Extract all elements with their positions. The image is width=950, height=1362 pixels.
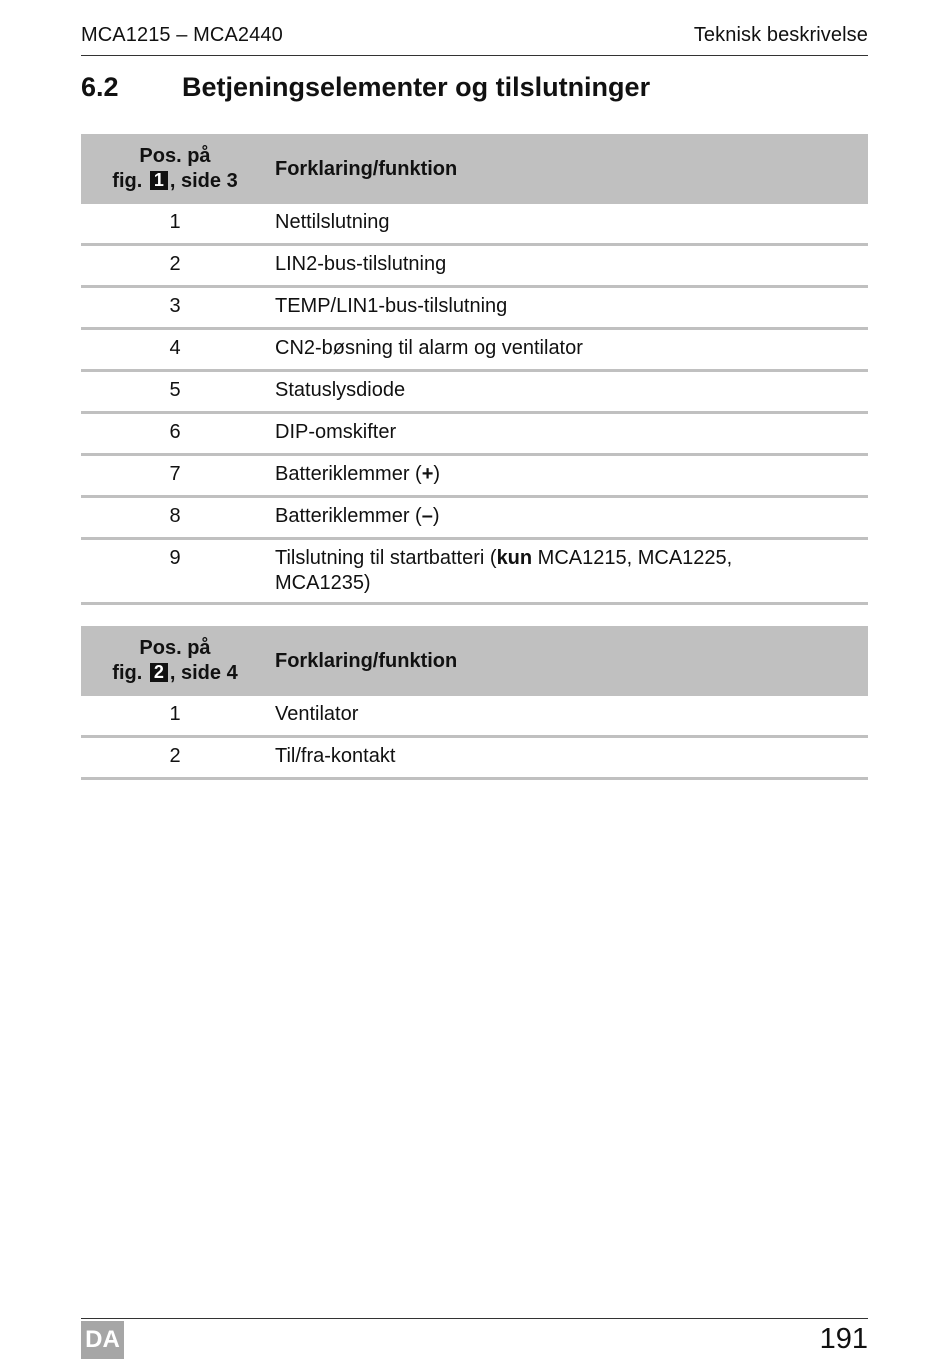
position-cell: 9 <box>81 539 269 604</box>
position-cell: 1 <box>81 696 269 737</box>
table-row <box>81 204 868 245</box>
controls-table-fig1 <box>81 134 868 605</box>
table-row <box>81 245 868 287</box>
emphasis-text: kun <box>496 547 533 569</box>
description-cell: Batteriklemmer (+) <box>269 455 868 497</box>
header-chapter-title: Teknisk beskrivelse <box>693 24 868 46</box>
footer-rule <box>81 1318 868 1319</box>
table-row <box>81 413 868 455</box>
position-cell: 5 <box>81 371 269 413</box>
section-number: 6.2 <box>81 72 119 102</box>
language-badge: DA <box>81 1321 124 1359</box>
table-header-row <box>81 626 868 696</box>
description-cell: CN2-bøsning til alarm og ventilator <box>269 329 868 371</box>
description-cell: Batteriklemmer (–) <box>269 497 868 539</box>
description-cell: DIP-omskifter <box>269 413 868 455</box>
description-cell: LIN2-bus-tilslutning <box>269 245 868 287</box>
page-header <box>81 24 868 56</box>
section-heading <box>81 72 650 103</box>
section-title: Betjeningselementer og tilslutninger <box>182 72 651 102</box>
column-header-position: Pos. på fig. 1 , side 3 <box>81 134 269 204</box>
table-row <box>81 455 868 497</box>
column-header-function: Forklaring/funktion <box>269 626 868 696</box>
figure-number-badge: 2 <box>150 663 168 682</box>
position-cell: 8 <box>81 497 269 539</box>
position-cell: 3 <box>81 287 269 329</box>
position-cell: 1 <box>81 204 269 245</box>
controls-table-fig2 <box>81 626 868 780</box>
position-cell: 7 <box>81 455 269 497</box>
description-cell: Nettilslutning <box>269 204 868 245</box>
column-header-function: Forklaring/funktion <box>269 134 868 204</box>
table-row <box>81 696 868 737</box>
column-header-position: Pos. på fig. 2 , side 4 <box>81 626 269 696</box>
plus-symbol: + <box>421 463 434 485</box>
table-row <box>81 329 868 371</box>
table-header-row <box>81 134 868 204</box>
table-row <box>81 539 868 604</box>
description-cell: Statuslysdiode <box>269 371 868 413</box>
position-cell: 6 <box>81 413 269 455</box>
table-row <box>81 371 868 413</box>
position-cell: 2 <box>81 245 269 287</box>
figure-number-badge: 1 <box>150 171 168 190</box>
position-cell: 2 <box>81 737 269 779</box>
table-row <box>81 497 868 539</box>
page-number: 191 <box>819 1323 868 1355</box>
table-row <box>81 737 868 779</box>
table-row <box>81 287 868 329</box>
description-cell: Ventilator <box>269 696 868 737</box>
header-product-range: MCA1215 – MCA2440 <box>81 24 283 46</box>
minus-symbol: – <box>421 505 433 527</box>
description-cell: Tilslutning til startbatteri (kun MCA1215, MCA1225, MCA1235) <box>269 539 868 604</box>
description-cell: TEMP/LIN1-bus-tilslutning <box>269 287 868 329</box>
description-cell: Til/fra-kontakt <box>269 737 868 779</box>
position-cell: 4 <box>81 329 269 371</box>
